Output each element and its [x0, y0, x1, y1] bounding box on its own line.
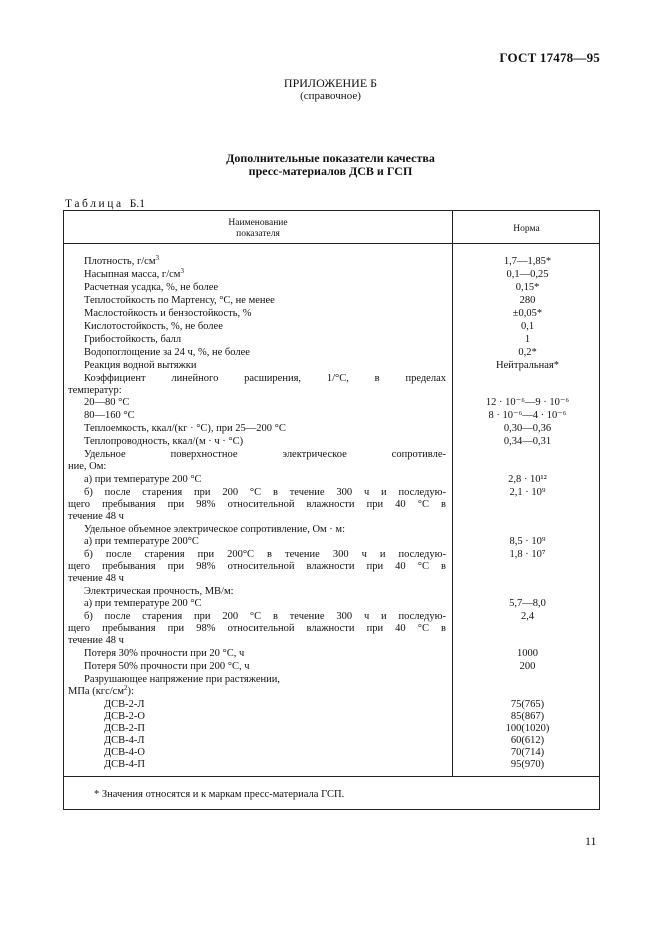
row-name-text: ДСВ-4-П — [104, 759, 145, 770]
row-value: 1,7—1,85* — [503, 256, 552, 267]
table-row — [64, 359, 601, 372]
row-name-text: а) при температуре 200 °С — [84, 598, 202, 609]
row-name-text: а) при температуре 200°С — [84, 536, 199, 547]
row-name-text: температур: — [68, 385, 122, 396]
row-name-text: Теплостойкость по Мартенсу, °С, не менее — [84, 295, 275, 306]
row-name-text: щего пребывания при 98% относительной влажности при 40 °С в — [68, 623, 446, 634]
row-name — [68, 572, 124, 585]
row-name-text: ДСВ-4-О — [104, 747, 145, 758]
row-name-text: ДСВ-2-П — [104, 723, 145, 734]
document-code: ГОСТ 17478—95 — [499, 50, 600, 65]
row-name — [84, 535, 199, 548]
row-name-text: Теплопроводность, ккал/(м · ч · °С) — [84, 436, 244, 447]
table-row — [64, 346, 601, 359]
row-value: 60(612) — [510, 735, 545, 746]
row-name-text: Грибостойкость, балл — [84, 334, 182, 345]
row-name-text: Кислотостойкость, %, не более — [84, 321, 223, 332]
row-name-superscript: 3 — [155, 254, 159, 262]
row-value: 1 — [524, 334, 531, 345]
row-name-text: Реакция водной вытяжки — [84, 360, 197, 371]
column-header-name — [64, 218, 452, 240]
row-name-text: течение 48 ч — [68, 573, 124, 584]
page-number: 11 — [585, 834, 597, 848]
table-row — [64, 647, 601, 660]
table-row — [64, 758, 601, 771]
table-row — [64, 572, 601, 585]
row-value: 1,8 · 10⁷ — [509, 549, 546, 560]
row-name-text: Удельное поверхностное электрическое сопротивле- — [84, 449, 446, 460]
row-value: 0,30—0,36 — [503, 423, 552, 434]
table-row — [64, 660, 601, 673]
row-name-text: Водопоглощение за 24 ч, %, не более — [84, 347, 250, 358]
table-row — [64, 510, 601, 523]
row-name-text: б) после старения при 200 °С в течение 300 ч и последую- — [84, 611, 446, 622]
row-name — [84, 268, 184, 281]
row-value: 2,4 — [520, 611, 535, 622]
footnote-divider — [64, 776, 599, 777]
row-name-text: Маслостойкость и бензостойкость, % — [84, 308, 252, 319]
table-row — [64, 435, 601, 448]
row-value: 100(1020) — [505, 723, 550, 734]
row-name-text: Коэффициент линейного расширения, 1/°С, в пределах — [84, 373, 446, 384]
table-row — [64, 294, 601, 307]
table-caption-number: Б.1 — [129, 198, 145, 210]
row-value: 12 · 10⁻⁶—9 · 10⁻⁶ — [485, 397, 570, 408]
row-name — [84, 473, 202, 486]
row-name — [84, 346, 250, 359]
table-row — [64, 281, 601, 294]
table-row — [64, 307, 601, 320]
row-value: 85(867) — [510, 711, 545, 722]
row-value: 75(765) — [510, 699, 545, 710]
row-name — [84, 422, 286, 435]
table-row — [64, 320, 601, 333]
row-value: 200 — [519, 661, 536, 672]
row-name — [84, 435, 243, 448]
row-name-text: Плотность, г/см — [84, 256, 156, 267]
row-name — [68, 460, 106, 473]
table-row — [64, 535, 601, 548]
row-value: 0,34—0,31 — [503, 436, 552, 447]
row-name-text: а) при температуре 200 °С — [84, 474, 202, 485]
row-name-text: Электрическая прочность, МВ/м: — [84, 586, 234, 597]
row-value: 1000 — [517, 648, 538, 659]
row-name-text: б) после старения при 200°С в течение 300 ч и последую- — [84, 549, 446, 560]
row-name-text: Теплоемкость, ккал/(кг · °С), при 25—200 °С — [84, 423, 286, 434]
row-name-text: Потеря 50% прочности при 200 °С, ч — [84, 661, 250, 672]
row-name-text: 20—80 °С — [84, 397, 130, 408]
row-name — [84, 294, 275, 307]
row-name-text: Насыпная масса, г/см — [84, 269, 181, 280]
row-name-text: течение 48 ч — [68, 511, 124, 522]
appendix-title: ПРИЛОЖЕНИЕ Б — [283, 76, 378, 90]
row-value: 95(970) — [510, 759, 545, 770]
table-row — [64, 255, 601, 268]
row-name-text: Разрушающее напряжение при растяжении, — [84, 674, 280, 685]
row-value: 70(714) — [510, 747, 545, 758]
row-value: 8,5 · 10⁹ — [509, 536, 546, 547]
row-name — [84, 660, 250, 673]
row-value: 0,1 — [520, 321, 535, 332]
column-header-value: Норма — [513, 224, 540, 234]
appendix-subtitle: (справочное) — [300, 90, 361, 102]
row-value: 2,1 · 10⁹ — [509, 487, 546, 498]
row-value: 8 · 10⁻⁶—4 · 10⁻⁶ — [488, 410, 567, 421]
row-name-text: ДСВ-4-Л — [104, 735, 145, 746]
table-caption-word: Таблица — [65, 198, 124, 210]
row-name-text: ние, Ом: — [68, 461, 107, 472]
row-name-superscript: 2 — [124, 684, 128, 692]
row-name-text: Удельное объемное электрическое сопротивление, Ом · м: — [84, 524, 345, 535]
row-value: 0,2* — [518, 347, 537, 358]
row-name-text: ДСВ-2-О — [104, 711, 145, 722]
row-name — [84, 647, 244, 660]
table-caption — [65, 198, 145, 210]
table-row — [64, 597, 601, 610]
table-footnote: * Значения относятся и к маркам пресс-материала ГСП. — [94, 789, 345, 800]
table-row — [64, 634, 601, 647]
row-name-superscript: 3 — [180, 267, 184, 275]
table-row — [64, 396, 601, 409]
row-name-text: щего пребывания при 98% относительной влажности при 40 °С в — [68, 499, 446, 510]
row-value: 5,7—8,0 — [509, 598, 546, 609]
table-row — [64, 422, 601, 435]
properties-table — [63, 210, 600, 810]
row-name — [104, 758, 145, 771]
row-value: 0,1—0,25 — [506, 269, 549, 280]
table-row — [64, 268, 601, 281]
row-name-text: МПа (кгс/см — [68, 686, 124, 697]
row-name-text: 80—160 °С — [84, 410, 135, 421]
row-name-text: Расчетная усадка, %, не более — [84, 282, 219, 293]
row-name — [84, 396, 129, 409]
table-row — [64, 460, 601, 473]
header-divider — [64, 243, 599, 244]
table-row — [64, 409, 601, 422]
row-name-text: б) после старения при 200 °С в течение 300 ч и последую- — [84, 487, 446, 498]
section-title-line-2: пресс-материалов ДСВ и ГСП — [248, 164, 413, 178]
row-name — [84, 333, 181, 346]
row-name — [68, 685, 134, 698]
row-name — [84, 255, 159, 268]
row-name-text: течение 48 ч — [68, 635, 124, 646]
row-name-text: ДСВ-2-Л — [104, 699, 145, 710]
row-name — [84, 281, 218, 294]
row-value: 0,15* — [515, 282, 540, 293]
table-row — [64, 333, 601, 346]
row-value: Нейтральная* — [496, 360, 559, 371]
row-name-text: Потеря 30% прочности при 20 °С, ч — [84, 648, 245, 659]
column-header-name-line-1: Наименование — [228, 218, 288, 228]
row-name — [84, 307, 252, 320]
row-value: ±0,05* — [512, 308, 543, 319]
row-name — [84, 359, 197, 372]
row-name — [68, 634, 124, 647]
column-header-name-line-2: показателя — [236, 229, 280, 239]
row-value: 2,8 · 10¹² — [508, 474, 547, 485]
table-row — [64, 473, 601, 486]
row-name — [68, 510, 124, 523]
row-name-suffix: ): — [127, 686, 134, 697]
table-row — [64, 685, 601, 698]
section-title-line-1: Дополнительные показатели качества — [226, 151, 435, 165]
row-name — [84, 597, 202, 610]
row-name — [84, 320, 223, 333]
row-name — [84, 409, 135, 422]
row-value: 280 — [519, 295, 536, 306]
row-name-text: щего пребывания при 98% относительной влажности при 40 °С в — [68, 561, 446, 572]
